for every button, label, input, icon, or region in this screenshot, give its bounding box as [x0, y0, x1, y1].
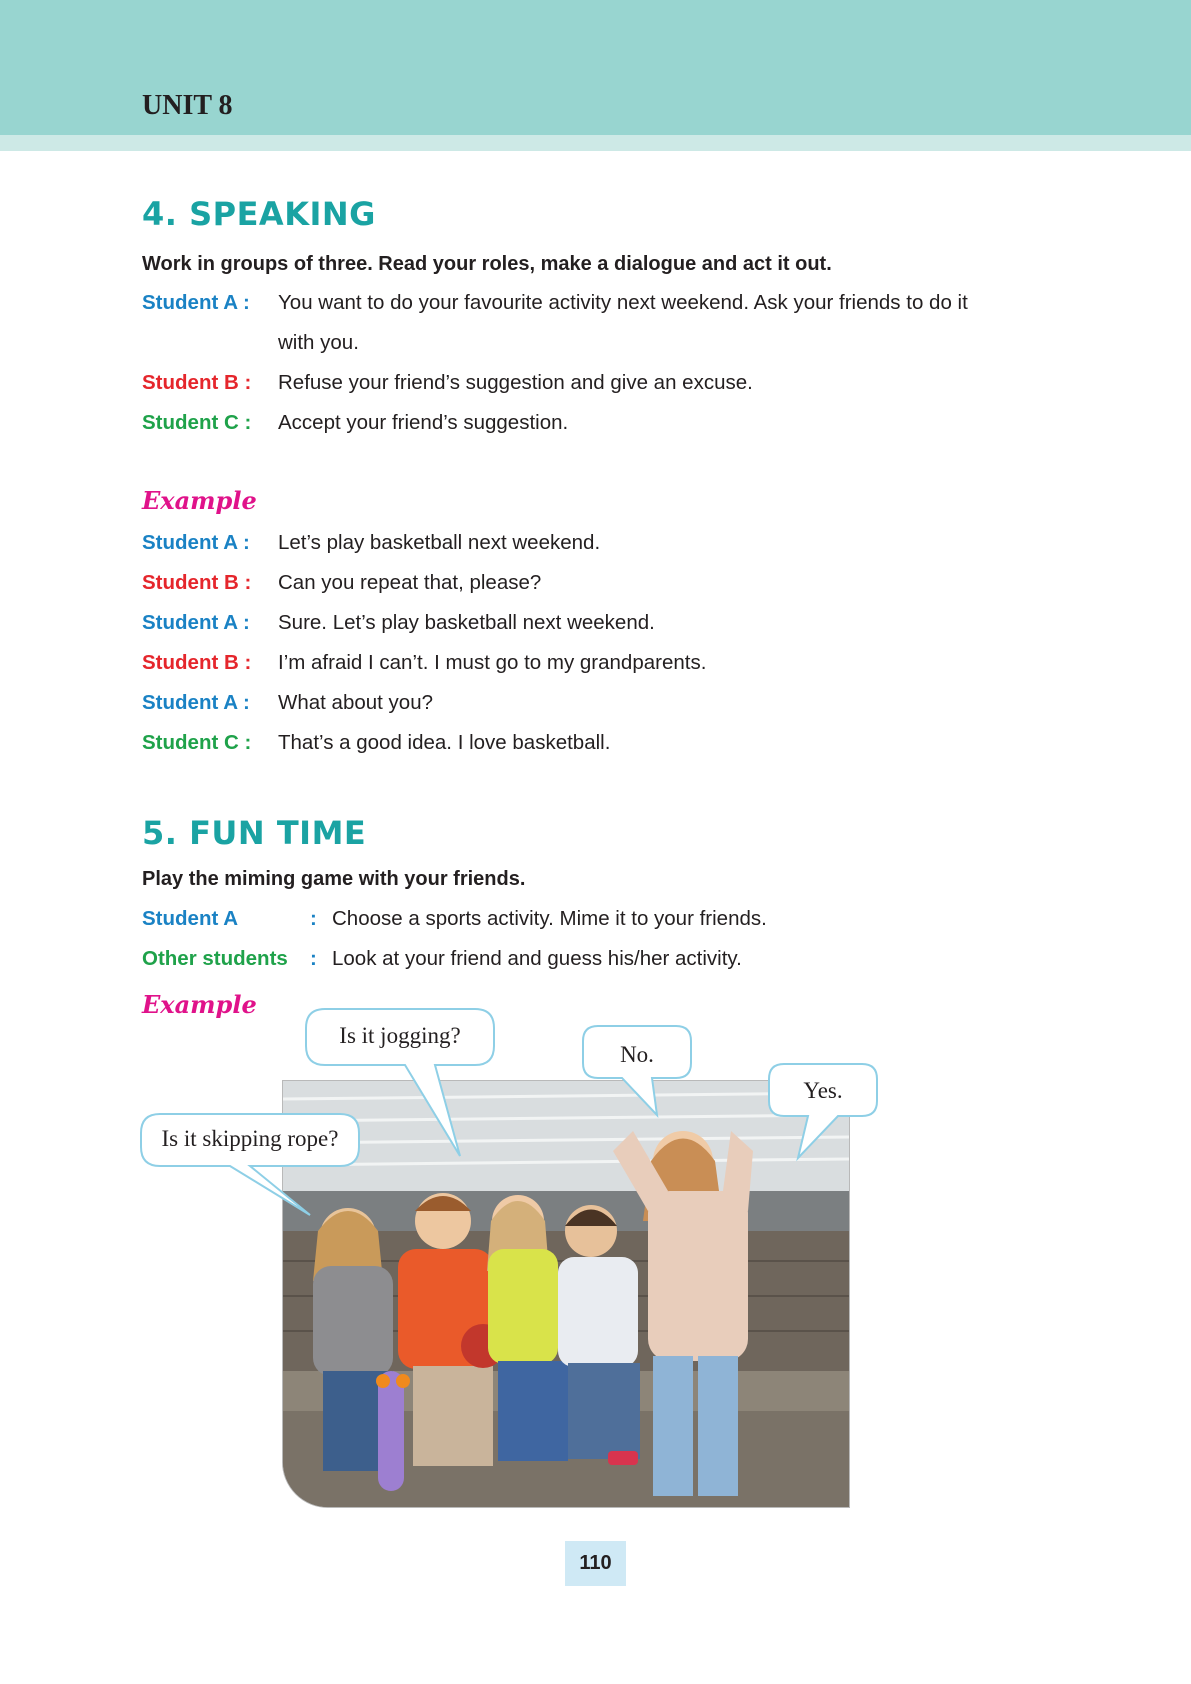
dialogue-speaker: Student A :	[142, 531, 250, 554]
role-text: with you.	[278, 331, 359, 354]
speech-bubble-yes	[768, 1063, 878, 1158]
speaking-instruction: Work in groups of three. Read your roles, make a dialogue and act it out.	[142, 253, 832, 275]
fun-role-speaker: Student A	[142, 907, 239, 930]
fun-role-text: Look at your friend and guess his/her activity.	[332, 947, 742, 970]
fun-time-title: 5. FUN TIME	[142, 814, 367, 852]
page-number: 110	[565, 1541, 626, 1586]
dialogue-speaker: Student B :	[142, 651, 252, 674]
speech-bubble-jogging	[305, 1008, 495, 1148]
dialogue-speaker: Student C :	[142, 731, 252, 754]
fun-role-text: Choose a sports activity. Mime it to your friends.	[332, 907, 767, 930]
dialogue-text: Sure. Let’s play basketball next weekend.	[278, 611, 655, 634]
bubble-text: Yes.	[803, 1078, 843, 1103]
role-text: Refuse your friend’s suggestion and give an excuse.	[278, 371, 753, 394]
bubble-text: No.	[620, 1042, 654, 1067]
role-text: You want to do your favourite activity next weekend. Ask your friends to do it	[278, 291, 968, 314]
dialogue-speaker: Student B :	[142, 571, 252, 594]
fun-time-instruction: Play the miming game with your friends.	[142, 868, 526, 890]
header-strip	[0, 135, 1191, 151]
fun-role-colon: :	[310, 947, 317, 970]
example-label: Example	[142, 486, 257, 515]
fun-role-colon: :	[310, 907, 317, 930]
unit-title: UNIT 8	[142, 90, 233, 121]
dialogue-speaker: Student A :	[142, 691, 250, 714]
speaking-title: 4. SPEAKING	[142, 195, 376, 233]
speech-bubble-no	[582, 1025, 692, 1115]
role-speaker: Student B :	[142, 371, 252, 394]
dialogue-text: What about you?	[278, 691, 433, 714]
fun-role-speaker: Other students	[142, 947, 288, 970]
role-speaker: Student A :	[142, 291, 250, 314]
role-text: Accept your friend’s suggestion.	[278, 411, 569, 434]
bubble-text: Is it skipping rope?	[161, 1126, 339, 1151]
fun-example-label: Example	[142, 990, 257, 1019]
dialogue-text: I’m afraid I can’t. I must go to my grandparents.	[278, 651, 707, 674]
dialogue-speaker: Student A :	[142, 611, 250, 634]
bubble-text: Is it jogging?	[339, 1023, 461, 1048]
role-speaker: Student C :	[142, 411, 252, 434]
dialogue-text: Can you repeat that, please?	[278, 571, 542, 594]
dialogue-text: Let’s play basketball next weekend.	[278, 531, 601, 554]
dialogue-text: That’s a good idea. I love basketball.	[278, 731, 611, 754]
